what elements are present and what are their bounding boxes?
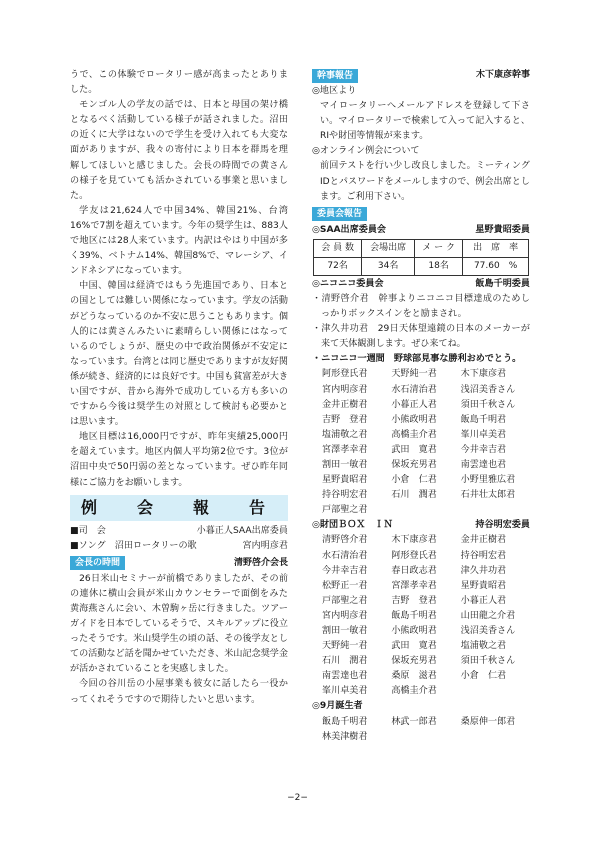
member-name: 天野純一君 [322,641,368,652]
member-name: 保坂充男君 [391,656,437,667]
district-text: マイロータリーへメールアドレスを登録して下さい。マイロータリーで検索して入って記入すると、RIや財団等情報が来ます。 [320,101,530,142]
member-name: 水石清治君 [391,384,437,395]
committee-report-header [312,207,530,222]
song-label: ■ソング 沼田ロータリーの歌 [70,540,197,551]
table-header-rate: 出 席 率 [463,239,529,257]
member-name: 星野貴昭君 [322,475,368,486]
president-text-2: 今回の谷川岳の小屋事業も彼女に話したら一役かってくれそうですので期待したいと思います。 [70,679,288,705]
birthday-heading-row [312,699,530,714]
member-name: 水石清治君 [322,550,368,561]
saa-heading-row [312,223,530,238]
right-column [312,68,530,745]
member-name: 小熊政明君 [391,626,437,636]
song-value: 宮内明彦君 [242,540,288,551]
saa-heading: ◎SAA出席委員会 [312,224,387,235]
member-name: 宮澤孝幸君 [322,444,368,455]
member-name: 須田千秋さん [460,656,516,667]
member-name: 石川 潤君 [322,656,368,667]
member-name: 星野貴昭君 [460,580,507,591]
nikoniko-week-bullet: ・ニコニコ一週間 野球部見事な勝利おめでとう。 [312,354,522,365]
foundation-box-heading-row [312,518,530,533]
member-name: 南雲達也君 [322,671,368,682]
member-name: 南雲達也君 [460,459,507,470]
member-name: 飯島千明君 [391,610,437,621]
member-name: 浅沼美香さん [460,626,516,636]
table-header-members: 会 員 数 [314,239,362,257]
table-header-makeup: メ ー ク [415,239,463,257]
online-heading: ◎オンライン例会について [312,146,420,157]
table-value-onsite: 34名 [362,257,415,275]
secretary-report-header [312,68,530,83]
member-name: 木下康彦君 [391,535,437,546]
paragraph-continuation: うで、この体験でロータリー感が高まったとありました。 [70,70,288,96]
committee-report-tag: 委員会報告 [312,207,367,221]
meeting-report-banner: 例 会 報 告 [70,495,288,521]
secretary-name: 木下康彦幹事 [475,69,530,80]
secretary-report-tag: 幹事報告 [312,69,358,83]
member-name: 宮内明彦君 [322,610,368,621]
member-name: 林美津樹君 [322,731,368,742]
song-row [70,539,288,554]
member-name: 武田 寛君 [391,444,437,455]
member-name: 高橋圭介君 [391,686,437,697]
member-name: 木下康彦君 [460,369,507,380]
member-name: 宮内明彦君 [322,384,368,395]
birthday-names-grid [312,715,530,745]
member-name: 今井幸吉君 [460,444,507,455]
paragraph-alumni-stats: 学友は21,624人で中国34%、韓国21%、台湾16%で7割を超えています。今年の奨学生は、883人で地区には28人来ています。内訳はやはり中国が多く39%、ベトナム14%、韓国8%で、マレーシア、インドネシアになっています。 [70,205,288,277]
member-name: 持谷明宏君 [460,550,507,561]
member-name: 割田一敏君 [322,626,368,636]
chair-value: 小暮正人SAA出席委員 [196,525,288,536]
member-name: 塩浦敬之君 [460,641,507,652]
table-value-members: 72名 [314,257,362,275]
member-name: 津久井功君 [460,565,507,576]
attendance-table [313,239,529,276]
member-name: 山田龍之介君 [460,610,516,621]
left-column [70,68,288,708]
member-name: 小暮正人君 [460,595,507,606]
foundation-box-names-grid [312,533,530,699]
member-name: 塩浦敬之君 [322,429,368,440]
paragraph-mongol-student: モンゴル人の学友の話では、日本と母国の架け橋となるべく活動している様子が話されました。沼田の近くに大学はないので学生を受け入れても大変な面がありますが、我々の寄付により日本を群馬を理解してほしいと感じました。会長の時間での黄さんの様子を見ていても活かされている事業と思いました。 [70,100,288,201]
page-number: −2− [287,793,308,803]
member-name: 峯川卓美君 [460,429,507,440]
birthday-heading: ◎9月誕生者 [312,701,363,712]
member-name: 春日政志君 [391,565,437,576]
member-name: 小野里雅広君 [460,475,516,486]
member-name: 戸部聖之君 [322,505,368,516]
president-time-tag: 会長の時間 [70,556,125,570]
member-name: 石井壮太郎君 [460,490,516,501]
nikoniko-heading: ◎ニコニコ委員会 [312,278,384,289]
member-name: 阿形登氏君 [391,550,437,561]
member-name: 金井正樹君 [322,399,368,410]
member-name: 須田千秋さん [460,399,516,410]
attendance-header-row [314,239,529,257]
saa-member: 星野貴昭委員 [475,224,530,235]
member-name: 阿形登氏君 [322,369,368,380]
member-name: 飯島千明君 [322,716,368,727]
member-name: 持谷明宏君 [322,490,368,501]
paragraph-district-goal: 地区目標は16,000円ですが、昨年実績25,000円を超えています。地区内個人平均第2位です。3位が沼田中央で50円弱の差となっています。ぜひ昨年同様にご協力をお願いします。 [70,432,288,488]
member-name: 小熊政明君 [391,414,437,425]
nikoniko-names-grid [312,367,530,518]
foundation-box-heading: ◎財団ＢＯＸ ＩＮ [312,520,393,531]
member-name: 保坂充男君 [391,459,437,470]
paragraph-china-korea: 中国、韓国は経済ではもう先進国であり、日本との国としては難しい関係になっています。学友の活動がどうなっているのか不安に思うこともあります。個人的には黄さんみたいに素晴らしい関係にはなっているのでしょうが、歴史の中で政治関係が不安定になっています。台湾とは同じ歴史でありますが友好関係が続き、経済的には良好です。中国も貧富差が大きい国ですが、昔から海外で成功している方も多いのですから今後は奨学生の対照として検討も必要かとは思います。 [70,281,288,428]
member-name: 武田 寛君 [391,641,437,652]
member-name: 浅沼美香さん [460,384,516,395]
member-name: 天野純一君 [391,369,437,380]
member-name: 吉野 登君 [391,595,437,606]
nikoniko-heading-row [312,277,530,292]
member-name: 清野啓介君 [322,535,368,546]
table-header-onsite: 会場出席 [362,239,415,257]
district-heading: ◎地区より [312,86,357,96]
table-value-rate: 77.60 % [463,257,529,275]
nikoniko-bullet: ・清野啓介君 幹事よりニコニコ目標達成のためしっかりボックスインをと励まされ。 [312,293,530,320]
member-name: 峯川卓美君 [322,686,368,697]
president-name: 清野啓介会長 [233,557,288,568]
chair-row [70,524,288,539]
president-time-header [70,556,288,571]
member-name: 小暮正人君 [391,399,437,410]
nikoniko-bullet: ・津久井功君 29日天体望遠鏡の日本のメーカーが来て天体観測します。ぜひ来てね。 [312,324,530,350]
member-name: 高橋圭介君 [391,429,437,440]
foundation-box-member: 持谷明宏委員 [475,520,530,531]
online-text: 前回テストを行い少し改良しました。ミーティングIDとパスワードをメールしますので、例会出席とします。ご利用下さい。 [320,161,530,202]
member-name: 割田一敏君 [322,459,368,470]
member-name: 吉野 登君 [322,414,368,425]
member-name: 飯島千明君 [460,414,507,425]
member-name: 戸部聖之君 [322,595,368,606]
member-name: 石川 潤君 [391,490,437,501]
member-name: 金井正樹君 [460,535,507,546]
attendance-value-row [314,257,529,275]
table-value-makeup: 18名 [415,257,463,275]
nikoniko-member: 飯島千明委員 [475,278,530,289]
president-text: 26日米山セミナーが前橋でありましたが、その前の連休に横山会員が米山カウンセラーで面倒をみた黄海燕さんに会い、木曽駒ヶ岳に行きました。ツアーガイドを日本でしているそうで、スキルアップに役立ったそうです。米山奨学生の頃の話、その後学友としての活動など話を聞かせていただき、米山記念奨学金が活かされていることを実感しました。 [70,573,288,675]
member-name: 今井幸吉君 [322,565,368,576]
member-name: 林武一郎君 [391,716,437,727]
member-name: 桑原 滋君 [391,671,437,682]
member-name: 松野正一君 [322,580,368,591]
member-name: 小倉 仁君 [391,475,437,486]
chair-label: ■司 会 [70,525,106,536]
member-name: 小倉 仁君 [460,671,507,682]
member-name: 桑原伸一郎君 [460,716,516,727]
member-name: 宮澤孝幸君 [391,580,437,591]
